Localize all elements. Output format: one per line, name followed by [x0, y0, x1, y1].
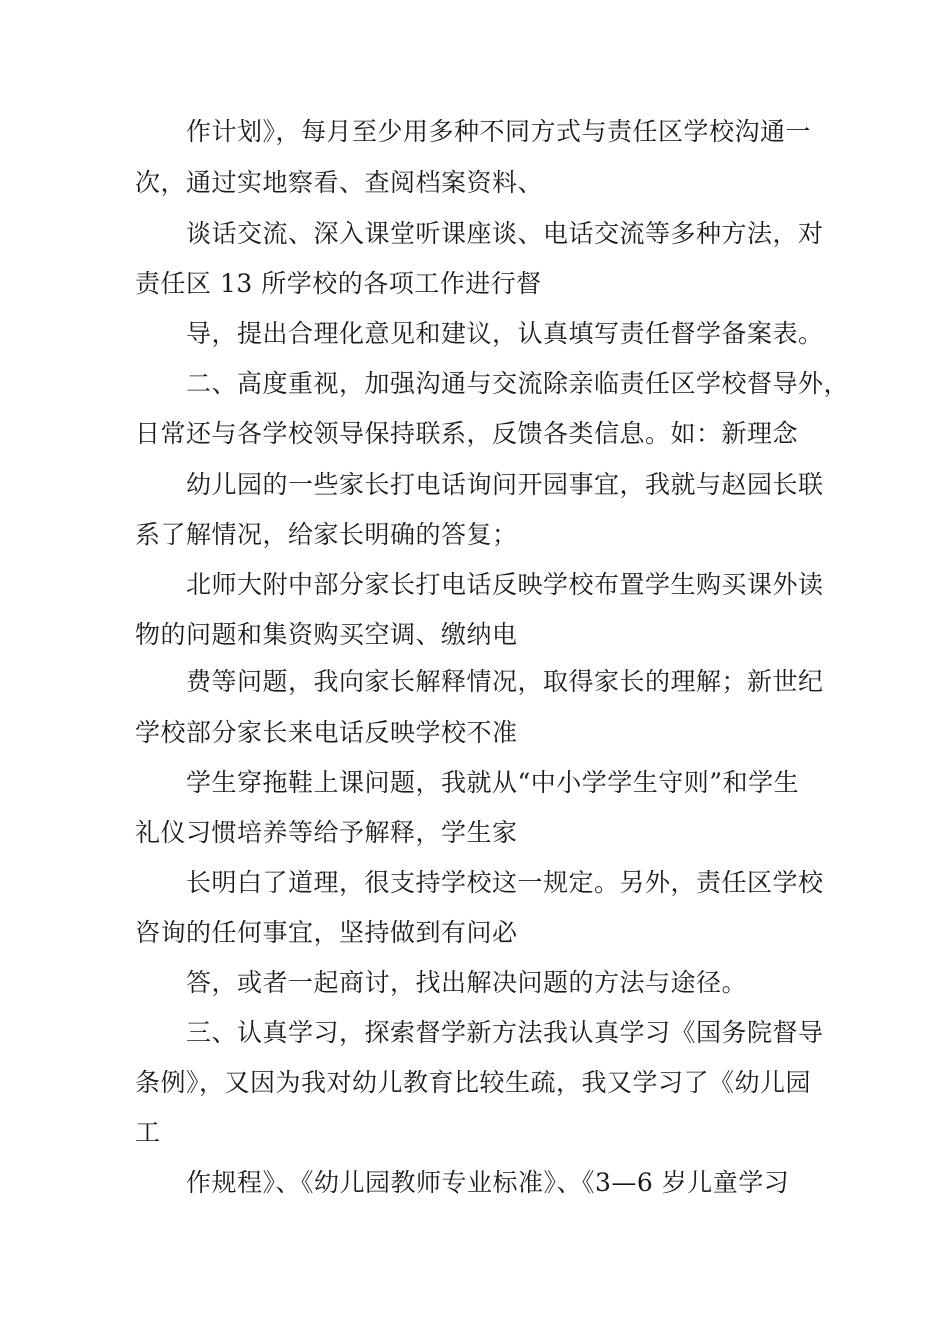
text-line: 二、高度重视，加强沟通与交流除亲临责任区学校督导外，: [186, 369, 850, 398]
text-line: 物的问题和集资购买空调、缴纳电: [135, 620, 518, 649]
text-line: 谈话交流、深入课堂听课座谈、电话交流等多种方法，对: [186, 219, 824, 248]
text-line: 费等问题，我向家长解释情况，取得家长的理解；新世纪: [186, 667, 824, 696]
text-line: 长明白了道理，很支持学校这一规定。另外，责任区学校: [186, 868, 824, 897]
text-line: 幼儿园的一些家长打电话询问开园事宜，我就与赵园长联: [186, 470, 824, 499]
text-line: 系了解情况，给家长明确的答复；: [135, 520, 518, 549]
text-line: 次，通过实地察看、查阅档案资料、: [135, 168, 544, 197]
text-line: 学生穿拖鞋上课问题，我就从“中小学学生守则”和学生: [186, 768, 800, 797]
text-line: 作规程》、《幼儿园教师专业标准》、《3—6 岁儿童学习: [186, 1168, 790, 1197]
text-line: 答，或者一起商讨，找出解决问题的方法与途径。: [186, 968, 748, 997]
text-line: 日常还与各学校领导保持联系，反馈各类信息。如：新理念: [135, 419, 799, 448]
text-line: 三、认真学习，探索督学新方法我认真学习《国务院督导: [186, 1018, 824, 1047]
text-line: 条例》，又因为我对幼儿教育比较生疏，我又学习了《幼儿园: [135, 1068, 812, 1097]
text-line: 责任区 13 所学校的各项工作进行督: [135, 269, 542, 298]
text-line: 咨询的任何事宜，坚持做到有问必: [135, 918, 518, 947]
text-line: 工: [135, 1118, 161, 1147]
text-line: 导，提出合理化意见和建议，认真填写责任督学备案表。: [186, 319, 824, 348]
text-line: 学校部分家长来电话反映学校不准: [135, 718, 518, 747]
text-line: 作计划》，每月至少用多种不同方式与责任区学校沟通一: [186, 117, 812, 146]
text-line: 北师大附中部分家长打电话反映学校布置学生购买课外读: [186, 570, 824, 599]
text-line: 礼仪习惯培养等给予解释，学生家: [135, 818, 518, 847]
